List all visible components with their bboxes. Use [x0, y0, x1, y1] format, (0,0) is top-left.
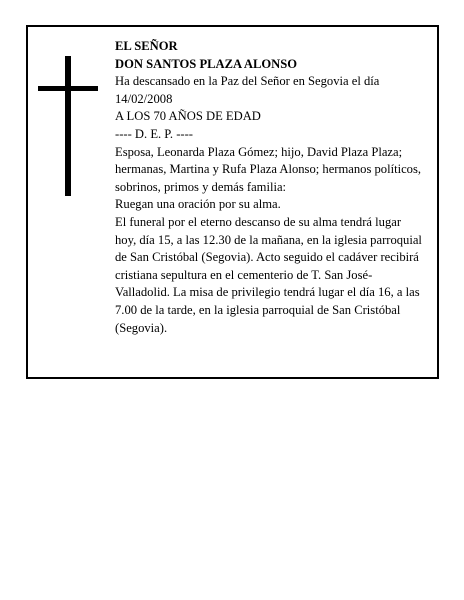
title-line-1: EL SEÑOR: [115, 39, 178, 53]
prayer-line: Ruegan una oración por su alma.: [115, 197, 281, 212]
rested-line: Ha descansado en la Paz del Señor en Segovia el día 14/02/2008: [115, 74, 380, 106]
family-line: Esposa, Leonarda Plaza Gómez; hijo, David Plaza Plaza; hermanas, Martina y Rufa Plaza Alonso; hermanos políticos, sobrinos, primos y demás familia:: [115, 144, 422, 194]
cross-vertical-bar: [65, 56, 71, 196]
funeral-paragraph: El funeral por el eterno descanso de su alma tendrá lugar hoy, día 15, a las 12.30 de la mañana, en la iglesia parroquial de San Cristóbal (Segovia). Acto seguido el cadáver recibirá cristiana sepultura en el cementerio de T. San José-Valladolid. La misa de privilegio tendrá lugar el día 16, a las 7.00 de la tarde, en la iglesia parroquial de San Cristóbal (Segovia).: [115, 214, 422, 335]
title-line-2: DON SANTOS PLAZA ALONSO: [115, 56, 298, 71]
age-line: A LOS 70 AÑOS DE EDAD: [115, 109, 261, 124]
obituary-text: [115, 38, 425, 337]
rip-line: ---- D. E. P. ----: [115, 126, 193, 141]
cross-horizontal-bar: [38, 86, 98, 91]
